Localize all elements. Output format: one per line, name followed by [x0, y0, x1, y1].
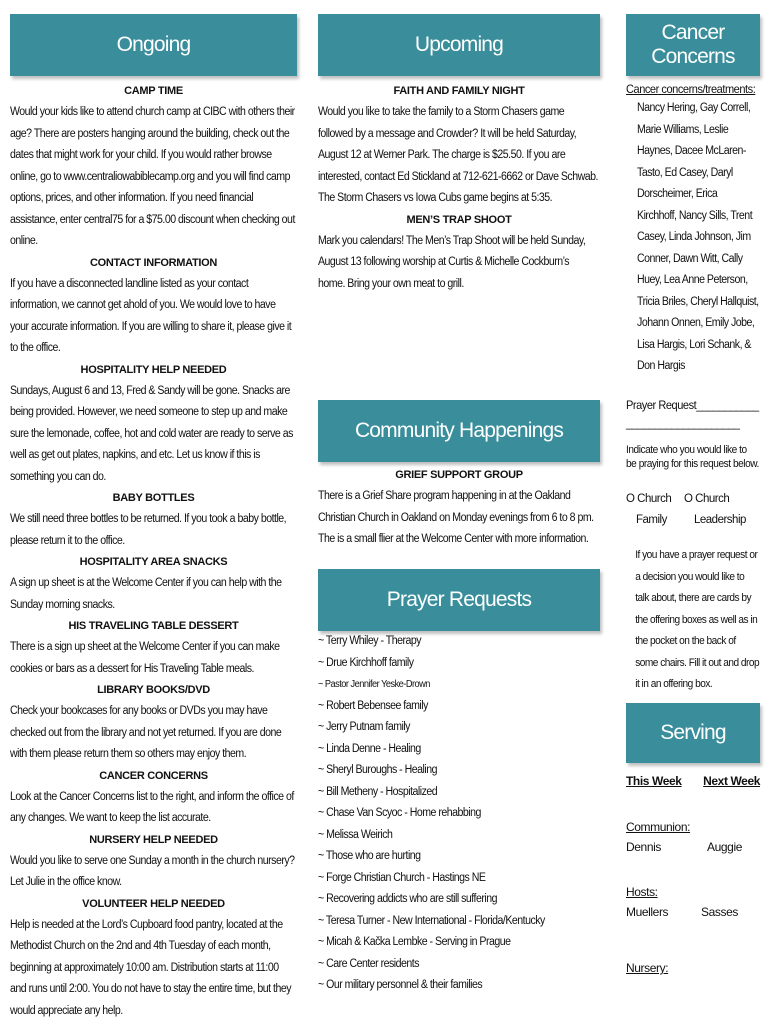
cancer-concerns-names: Nancy Hering, Gay Correll, Marie Williams, Leslie Haynes, Dacee McLaren-Tasto, Ed Casey, Daryl Dorscheimer, Erica Kirchhoff, Nancy Sills, Trent Casey, Linda Johnson, Jim Conner, Dawn Witt, Cally Huey, Lea Anne Peterson, Tricia Briles, Cheryl Hallquist, Johann Onnen, Emily Jobe, Lisa Hargis, Lori Schank, & Don Hargis	[637, 102, 759, 372]
section-title: HOSPITALITY HELP NEEDED	[80, 363, 227, 376]
prayer-request-item: ~ Sheryl Buroughs - Healing	[318, 764, 437, 776]
upcoming-sections	[318, 81, 600, 295]
prayer-indicate-text: Indicate who you would like to be praying for this request below.	[626, 444, 759, 470]
section-body: Mark you calendars! The Men’s Trap Shoot will be held Sunday, August 13 following worship at Curtis & Michelle Cockburn’s home. Bring your own meat to grill.	[318, 234, 586, 290]
section-body: There is a sign up sheet at the Welcome Center if you can make cookies or bars as a dessert for His Traveling Table meals.	[10, 641, 280, 675]
next-week-heading: Next Week	[703, 774, 760, 788]
community-header: Community Happenings	[318, 400, 600, 462]
serving-header: Serving	[626, 703, 760, 763]
section-body: Would your kids like to attend church camp at CIBC with others their age? There are posters hanging around the building, check out the dates that might work for your child. If you would rather browse online, go to www.centraliowabiblecamp.org and you will find camp options, prices, and other information. If you need financial assistance, enter central75 for a $75.00 discount when checking out online.	[10, 106, 295, 247]
hosts-next-week: Sasses	[701, 905, 738, 919]
community-sections	[318, 465, 600, 551]
section-title: LIBRARY BOOKS/DVD	[97, 684, 210, 696]
prayer-request-item: ~ Teresa Turner - New International - Florida/Kentucky	[318, 914, 545, 927]
ongoing-sections	[10, 81, 297, 1022]
section-title: GRIEF SUPPORT GROUP	[395, 469, 523, 481]
section-body: There is a Grief Share program happening in at the Oakland Christian Church in Oakland on Monday evenings from 6 to 8 pm. The is a small flier at the Welcome Center with more information.	[318, 490, 594, 545]
prayer-card-instructions: If you have a prayer request or a decision you would like to talk about, there are cards by the offering boxes as well as in the pocket on the back of some chairs. Fill it out and drop it in an offering box.	[635, 549, 760, 690]
prayer-request-list	[318, 631, 600, 997]
section-title: NURSERY HELP NEEDED	[89, 833, 218, 846]
section-body: Look at the Cancer Concerns list to the right, and inform the office of any changes. We want to keep the list accurate.	[10, 790, 294, 824]
ongoing-column	[10, 14, 297, 1022]
section-body: If you have a disconnected landline listed as your contact information, we cannot get ahold of you. We would love to have your accurate information. If you are willing to share it, please give it to the office.	[10, 277, 292, 354]
prayer-request-item: ~ Recovering addicts who are still suffering	[318, 893, 497, 905]
section-title: MEN’S TRAP SHOOT	[406, 213, 512, 226]
section-title: VOLUNTEER HELP NEEDED	[82, 897, 225, 910]
this-week-heading: This Week	[626, 774, 682, 788]
section-title: CONTACT INFORMATION	[89, 256, 218, 269]
prayer-request-item: ~ Pastor Jennifer Yeske-Drown	[318, 679, 430, 690]
option-church-leadership: O Church Leadership	[684, 493, 746, 526]
prayer-request-item: ~ Forge Christian Church - Hastings NE	[318, 871, 486, 884]
section-title: BABY BOTTLES	[112, 492, 195, 504]
section-title: CANCER CONCERNS	[99, 769, 208, 782]
section-body: Help is needed at the Lord’s Cupboard food pantry, located at the Methodist Church on the 2nd and 4th Tuesday of each month, beginning at approximately 10:00 am. Distribution starts at 11:00 and runs until 2:00. You do not have to stay the entire time, but they would appreciate any help.	[10, 918, 292, 1017]
prayer-request-item: ~ Terry Whiley - Therapy	[318, 635, 422, 647]
section-title: HIS TRAVELING TABLE DESSERT	[68, 620, 239, 632]
hosts-this-week: Muellers	[626, 905, 669, 919]
right-column	[626, 14, 760, 975]
section-body: We still need three bottles to be returned. If you took a baby bottle, please return it to the office.	[10, 513, 287, 547]
ongoing-header: Ongoing	[10, 14, 297, 76]
section-body: Would you like to serve one Sunday a month in the church nursery? Let Julie in the office know.	[10, 854, 295, 888]
cancer-concerns-header: Cancer Concerns	[626, 14, 760, 76]
prayer-request-item: ~ Care Center residents	[318, 957, 419, 970]
hosts-label: Hosts:	[626, 885, 658, 899]
section-body: A sign up sheet is at the Welcome Center if you can help with the Sunday morning snacks.	[10, 577, 282, 611]
section-body: Sundays, August 6 and 13, Fred & Sandy will be gone. Snacks are being provided. However, we need someone to step up and make sure the lemonade, coffee, hot and cold water are ready to serve as well as get out plates, napkins, and etc. Let us know if this is something you can do.	[10, 384, 293, 483]
prayer-request-item: ~ Bill Metheny - Hospitalized	[318, 785, 438, 798]
section-title: HOSPITALITY AREA SNACKS	[79, 556, 228, 568]
prayer-requests-header: Prayer Requests	[318, 569, 600, 631]
communion-this-week: Dennis	[626, 840, 661, 854]
section-title: FAITH AND FAMILY NIGHT	[393, 85, 525, 97]
serving-schedule	[626, 771, 760, 978]
prayer-request-item: ~ Those who are hurting	[318, 850, 421, 862]
upcoming-header: Upcoming	[318, 14, 600, 76]
prayer-request-line: ____________________	[626, 416, 740, 430]
section-body: Check your bookcases for any books or DVDs you may have checked out from the library and not yet returned. If you are done with them please return them so others may enjoy them.	[10, 705, 282, 760]
communion-next-week: Auggie	[707, 840, 742, 854]
prayer-request-item: ~ Melissa Weirich	[318, 828, 393, 841]
middle-column	[318, 14, 600, 991]
prayer-request-item: ~ Chase Van Scyoc - Home rehabbing	[318, 807, 481, 819]
section-body: Would you like to take the family to a Storm Chasers game followed by a message and Crowder? It will be held Saturday, August 12 at Werner Park. The charge is $25.50. If you are interested, contact Ed Stickland at 712-621-6662 or Dave Schwab. The Storm Chasers vs Iowa Cubs game begins at 5:35.	[318, 106, 598, 204]
prayer-request-item: ~ Jerry Putnam family	[318, 721, 410, 733]
prayer-card-options	[626, 489, 760, 531]
communion-label: Communion:	[626, 820, 691, 834]
prayer-card-info	[626, 396, 760, 696]
section-title: CAMP TIME	[124, 85, 183, 97]
cancer-concerns-label: Cancer concerns/treatments:	[626, 82, 756, 96]
prayer-request-item: ~ Robert Bebensee family	[318, 699, 428, 712]
nursery-label: Nursery:	[626, 961, 669, 975]
prayer-request-item: ~ Drue Kirchhoff family	[318, 656, 414, 669]
prayer-request-item: ~ Linda Denne - Healing	[318, 742, 421, 755]
prayer-request-label: Prayer Request___________	[626, 398, 759, 412]
prayer-request-item: ~ Micah & Kačka Lembke - Serving in Prague	[318, 936, 511, 948]
prayer-request-item: ~ Our military personnel & their families	[318, 979, 483, 991]
option-church-family: O Church Family	[626, 493, 672, 526]
